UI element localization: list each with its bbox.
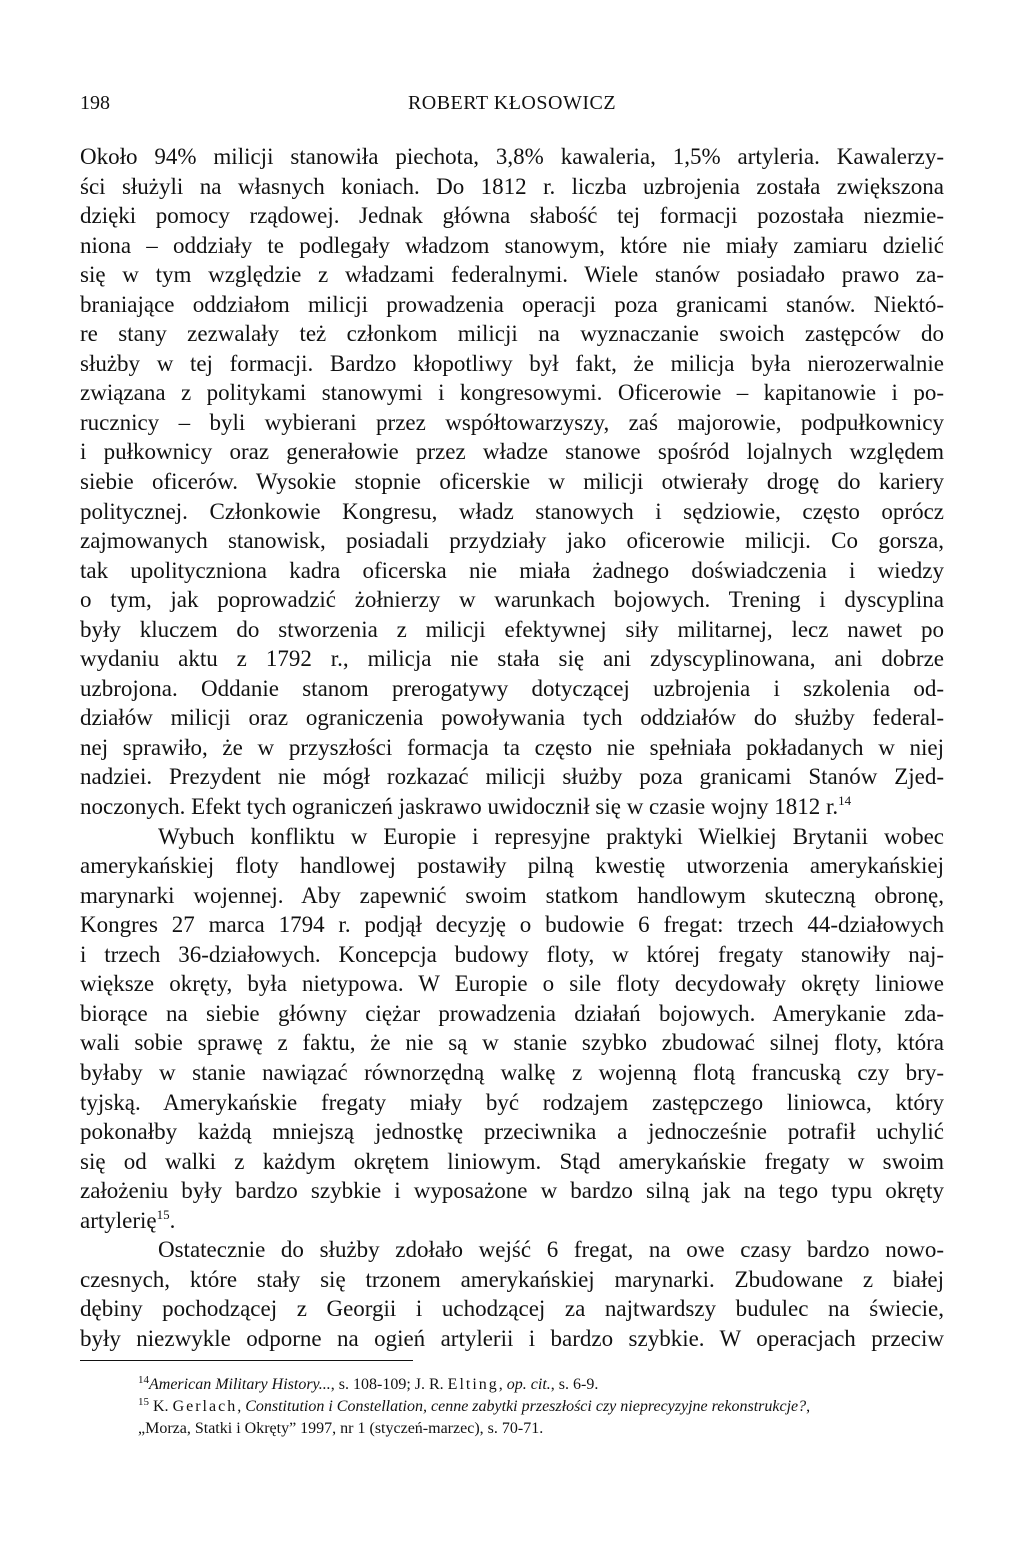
text-line: nej sprawiło, że w przyszłości formacja ta często nie spełniała pokładanych w niej bbox=[80, 734, 944, 760]
text-line bbox=[80, 792, 944, 822]
page-header bbox=[80, 92, 944, 118]
text-line: Wybuch konfliktu w Europie i represyjne praktyki Wielkiej Brytanii wobec bbox=[158, 823, 944, 849]
footnote-text: , bbox=[237, 1398, 246, 1415]
footnote-text: K. bbox=[153, 1398, 173, 1415]
text-line: się od walki z każdym okrętem liniowym. Stąd amerykańskie fregaty w swoim bbox=[80, 1148, 944, 1174]
text-line: ści służyli na własnych koniach. Do 1812 r. liczba uzbrojenia została zwiększona bbox=[80, 173, 944, 199]
text-line: były niezwykle odporne na ogień artylerii i bardzo szybkie. W operacjach przeciw bbox=[80, 1325, 944, 1351]
text-segment: artylerię bbox=[80, 1207, 157, 1233]
footnote-author: Gerlach bbox=[172, 1398, 238, 1415]
footnote-divider bbox=[80, 1360, 413, 1361]
footnote-text: , bbox=[806, 1398, 811, 1415]
text-line: pokonałby każdą mniejszą jednostkę przeciwnika a jednocześnie potrafił uchylić bbox=[80, 1119, 944, 1145]
text-line: związana z politykami stanowymi i kongresowymi. Oficerowie – kapitanowie i po- bbox=[80, 380, 944, 406]
text-line: służby w tej formacji. Bardzo kłopotliwy był fakt, że milicja była nierozerwalnie bbox=[80, 350, 944, 376]
text-segment: . bbox=[169, 1207, 176, 1233]
text-line: re stany zezwalały też członkom milicji na wyznaczanie swoich zastępców do bbox=[80, 321, 944, 347]
text-segment: noczonych. Efekt tych ograniczeń jaskrawo uwidocznił się w czasie wojny 1812 r. bbox=[80, 794, 839, 820]
footnote-15-continued: „Morza, Statki i Okręty” 1997, nr 1 (styczeń-marzec), s. 70-71. bbox=[138, 1420, 544, 1437]
text-line: braniające oddziałom milicji prowadzenia operacji poza granicami stanów. Niektó- bbox=[80, 291, 944, 317]
text-line: się w tym względzie z władzami federalnymi. Wiele stanów posiadało prawo za- bbox=[80, 262, 944, 288]
main-text bbox=[80, 142, 944, 1353]
text-line: działów milicji oraz ograniczenia powoływania tych oddziałów do służby federal- bbox=[80, 705, 944, 731]
text-line: niona – oddziały te podlegały władzom stanowym, które nie miały zamiaru dzielić bbox=[80, 232, 944, 258]
text-line: były kluczem do stworzenia z milicji efektywnej siły militarnej, lecz nawet po bbox=[80, 616, 944, 642]
footnote-text: , s. 108-109; J. R. bbox=[330, 1376, 448, 1393]
footnote-title: American Military History... bbox=[149, 1376, 331, 1393]
text-line: biorące na siebie główny ciężar prowadzenia działań bojowych. Amerykanie zda- bbox=[80, 1000, 944, 1026]
text-line bbox=[80, 1206, 944, 1236]
text-line: dzięki pomocy rządowej. Jednak główna słabość tej formacji pozostała niezmie- bbox=[80, 203, 944, 229]
text-line: byłaby w stanie nawiązać równorzędną walkę z wojenną flotą francuską czy bry- bbox=[80, 1059, 944, 1085]
text-line: politycznej. Członkowie Kongresu, władz stanowych i sędziowie, często oprócz bbox=[80, 498, 944, 524]
text-line: Około 94% milicji stanowiła piechota, 3,8% kawaleria, 1,5% artyleria. Kawalerzy- bbox=[80, 144, 944, 169]
text-line: uzbrojona. Oddanie stanom prerogatywy dotyczącej uzbrojenia i szkolenia od- bbox=[80, 675, 944, 701]
footnote-ref: 15 bbox=[156, 1206, 170, 1222]
page-number: 198 bbox=[80, 92, 110, 114]
text-line: marynarki wojennej. Aby zapewnić swoim statkom handlowym skuteczną obronę, bbox=[80, 882, 944, 908]
running-title: ROBERT KŁOSOWICZ bbox=[407, 92, 617, 114]
text-line: Kongres 27 marca 1794 r. podjął decyzję o budowie 6 fregat: trzech 44-działowych bbox=[80, 912, 944, 938]
footnote-14: $^{14}$American Military History..., s. 108-109; J. R. Elting, op. cit., s. 6-9. bbox=[138, 1374, 599, 1393]
text-line: większe okręty, była nietypowa. W Europie o sile floty decydowały okręty liniowe bbox=[80, 971, 944, 997]
text-line: siebie oficerów. Wysokie stopnie oficerskie w milicji otwierały drogę do kariery bbox=[80, 469, 944, 495]
footnote-15 bbox=[80, 1396, 944, 1418]
text-line: amerykańskiej floty handlowej postawiły pilną kwestię utworzenia amerykańskiej bbox=[80, 853, 944, 879]
text-line: czesnych, które stały się trzonem amerykańskiej marynarki. Zbudowane z białej bbox=[80, 1266, 944, 1292]
footnote-title: op. cit. bbox=[506, 1376, 551, 1393]
footnote-number: 15 bbox=[138, 1396, 149, 1408]
text-line: wali sobie sprawę z faktu, że nie są w stanie szybko zbudować silnej floty, która bbox=[80, 1030, 944, 1056]
footnote-text: , s. 6-9. bbox=[550, 1376, 599, 1393]
text-line: wydaniu aktu z 1792 r., milicja nie stała się ani zdyscyplinowana, ani dobrze bbox=[80, 646, 944, 672]
footnotes bbox=[80, 1374, 944, 1440]
text-line: tak upolityczniona kadra oficerska nie miała żadnego doświadczenia i wiedzy bbox=[80, 557, 944, 583]
footnote-ref: 14 bbox=[838, 793, 852, 809]
footnote-author: Elting bbox=[447, 1376, 499, 1393]
text-line: zajmowanych stanowisk, posiadali przydziały jako oficerowie milicji. Co gorsza, bbox=[80, 528, 944, 554]
text-line: rucznicy – byli wybierani przez współtowarzyszy, zaś majorowie, podpułkownicy bbox=[80, 409, 944, 435]
text-line: tyjską. Amerykańskie fregaty miały być rodzajem zastępczego liniowca, który bbox=[80, 1089, 944, 1115]
text-line: o tym, jak poprowadzić żołnierzy w warunkach bojowych. Trening i dyscyplina bbox=[80, 587, 944, 613]
text-line: i trzech 36-działowych. Koncepcja budowy floty, w której fregaty stanowiły naj- bbox=[80, 941, 944, 967]
text-line: nadziei. Prezydent nie mógł rozkazać milicji służby poza granicami Stanów Zjed- bbox=[80, 764, 944, 790]
footnote-number: 14 bbox=[138, 1374, 149, 1386]
text-line: i pułkownicy oraz generałowie przez władze stanowe spośród lojalnych względem bbox=[80, 439, 944, 465]
text-line: dębiny pochodzącej z Georgii i uchodzącej za najtwardszy budulec na świecie, bbox=[80, 1296, 944, 1322]
footnote-title: Constitution i Constellation, cenne zabytki przeszłości czy nieprecyzyjne rekonstrukcje? bbox=[245, 1398, 807, 1415]
text-line: Ostatecznie do służby zdołało wejść 6 fregat, na owe czasy bardzo nowo- bbox=[158, 1237, 944, 1263]
text-line: założeniu były bardzo szybkie i wyposażone w bardzo silną jak na tego typu okręty bbox=[80, 1178, 944, 1204]
